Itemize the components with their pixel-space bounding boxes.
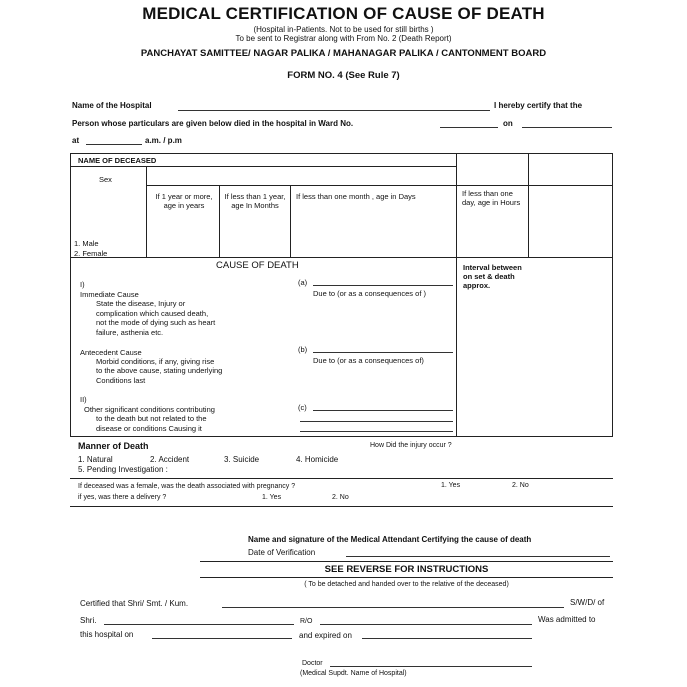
section-i-number: I): [80, 280, 85, 289]
doctor-designation-label: (Medical Supdt. Name of Hospital): [300, 670, 407, 677]
manner-suicide-option[interactable]: 3. Suicide: [224, 455, 260, 464]
pregnancy-no-option[interactable]: 2. No: [512, 482, 529, 489]
death-date-field[interactable]: [522, 127, 612, 128]
ro-label: R/O: [300, 618, 313, 625]
certified-that-label: Certified that Shri/ Smt. / Kum.: [80, 599, 189, 608]
cause-b-field[interactable]: [313, 352, 453, 353]
age-months-label: If less than 1 year, age In Months: [224, 192, 286, 210]
form-subtitle-hospital-inpatients: (Hospital in-Patients. Not to be used for still births ): [253, 25, 434, 34]
ampm-label: a.m. / p.m: [145, 136, 182, 145]
hospital-name-field[interactable]: [178, 110, 490, 111]
antecedent-desc-3: Conditions last: [96, 376, 146, 385]
age-years-label: If 1 year or more, age in years: [155, 192, 213, 210]
immediate-cause-label: Immediate Cause: [80, 290, 139, 299]
interval-label: Interval between on set & death approx.: [463, 263, 522, 290]
cause-of-death-header: CAUSE OF DEATH: [216, 260, 299, 271]
expiry-date-field[interactable]: [362, 638, 532, 639]
pregnancy-question: If deceased was a female, was the death associated with pregnancy ?: [78, 483, 296, 490]
antecedent-desc-1: Morbid conditions, if any, giving rise: [96, 357, 215, 366]
residence-field[interactable]: [320, 624, 532, 625]
hospital-name-label: Name of the Hospital: [72, 101, 152, 110]
sex-male-option[interactable]: 1. Male: [74, 239, 99, 248]
authority-line: PANCHAYAT SAMITTEE/ NAGAR PALIKA / MAHANAGAR PALIKA / CANTONMENT BOARD: [140, 48, 547, 59]
immediate-cause-desc-2: complication which caused death,: [96, 309, 209, 318]
swd-of-label: S/W/D/ of: [570, 598, 605, 607]
certify-text: I hereby certify that the: [494, 101, 583, 110]
shri-label: Shri.: [80, 616, 97, 625]
medical-attendant-signature-label: Name and signature of the Medical Attendant Certifying the cause of death: [248, 535, 532, 544]
pregnancy-yes-option[interactable]: 1. Yes: [441, 482, 461, 489]
immediate-cause-desc-1: State the disease, Injury or: [96, 299, 186, 308]
form-number: FORM NO. 4 (See Rule 7): [287, 70, 400, 81]
injury-question: How Did the injury occur ?: [370, 442, 452, 449]
admission-date-field[interactable]: [152, 638, 292, 639]
ward-number-field[interactable]: [440, 127, 498, 128]
deceased-name-field[interactable]: [222, 607, 564, 608]
manner-natural-option[interactable]: 1. Natural: [78, 455, 113, 464]
form-title: MEDICAL CERTIFICATION OF CAUSE OF DEATH: [142, 4, 545, 23]
manner-accident-option[interactable]: 2. Accident: [150, 455, 190, 464]
person-ward-text: Person whose particulars are given below died in the hospital in Ward No.: [72, 119, 354, 128]
other-conditions-desc-2: disease or conditions Causing it: [96, 424, 202, 433]
verification-date-label: Date of Verification: [248, 548, 316, 557]
doctor-signature-field[interactable]: [330, 666, 532, 667]
cause-b-label: (b): [298, 345, 308, 354]
age-days-label: If less than one month , age in Days: [296, 192, 416, 201]
sex-female-option[interactable]: 2. Female: [74, 249, 108, 258]
manner-homicide-option[interactable]: 4. Homicide: [296, 455, 339, 464]
other-conditions-desc-1: to the death but not related to the: [96, 414, 207, 423]
doctor-label: Doctor: [302, 660, 323, 667]
cause-a-due-to: Due to (or as a consequences of ): [313, 289, 426, 298]
cause-a-label: (a): [298, 278, 308, 287]
delivery-yes-option[interactable]: 1. Yes: [262, 494, 282, 501]
immediate-cause-desc-3: not the mode of dying such as heart: [96, 318, 216, 327]
delivery-no-option[interactable]: 2. No: [332, 494, 349, 501]
relative-name-field[interactable]: [104, 624, 294, 625]
cause-c-field-2[interactable]: [300, 421, 453, 422]
cause-c-field-1[interactable]: [313, 410, 453, 411]
death-time-field[interactable]: [86, 144, 142, 145]
cause-c-field-3[interactable]: [300, 431, 453, 432]
manner-of-death-title: Manner of Death: [78, 441, 149, 451]
form-subtitle-registrar: To be sent to Registrar along with From No. 2 (Death Report): [235, 34, 452, 43]
verification-date-field[interactable]: [346, 556, 610, 557]
other-conditions-label: Other significant conditions contributing: [84, 405, 215, 414]
manner-pending-option[interactable]: 5. Pending Investigation :: [78, 465, 168, 474]
immediate-cause-desc-4: failure, asthenia etc.: [96, 328, 164, 337]
expired-on-label: and expired on: [299, 631, 352, 640]
cause-a-field[interactable]: [313, 285, 453, 286]
cause-c-label: (c): [298, 403, 307, 412]
detach-instruction: ( To be detached and handed over to the relative of the deceased): [304, 581, 509, 588]
cause-b-due-to: Due to (or as a consequences of): [313, 356, 424, 365]
sex-label: Sex: [99, 175, 112, 184]
hospital-on-label: this hospital on: [80, 630, 134, 639]
see-reverse-title: SEE REVERSE FOR INSTRUCTIONS: [324, 564, 489, 575]
on-label: on: [503, 119, 513, 128]
age-hours-label: If less than one day, age in Hours: [462, 189, 521, 207]
name-of-deceased-label: NAME OF DECEASED: [78, 156, 157, 165]
delivery-question: if yes, was there a delivery ?: [78, 494, 167, 501]
section-ii-number: II): [80, 395, 87, 404]
antecedent-desc-2: to the above cause, stating underlying: [96, 366, 223, 375]
at-label: at: [72, 136, 80, 145]
antecedent-cause-label: Antecedent Cause: [80, 348, 142, 357]
admitted-to-label: Was admitted to: [538, 615, 596, 624]
